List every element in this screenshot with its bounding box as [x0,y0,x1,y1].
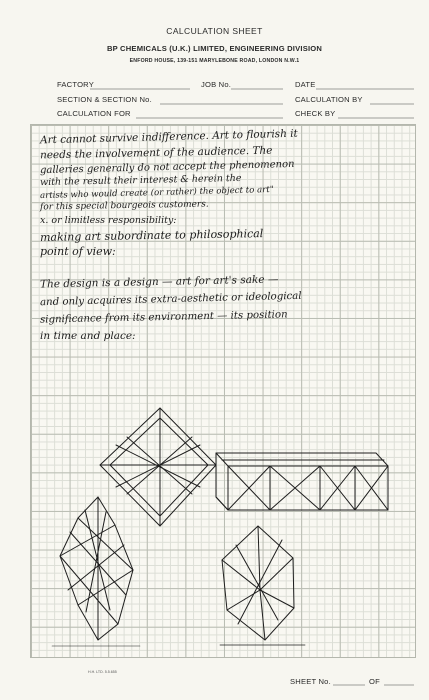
sheet-no-label: SHEET No. [290,677,331,686]
section-label: SECTION & SECTION No. [57,95,152,104]
handwritten-line-13: in time and place: [40,330,136,342]
check-by-label: CHECK BY [295,109,336,118]
calculation-for-label: CALCULATION FOR [57,109,131,118]
factory-label: FACTORY [57,80,94,89]
calculation-by-label: CALCULATION BY [295,95,363,104]
handwritten-line-7: x. or limitless responsibility: [40,215,177,226]
handwritten-line-12: significance from its environment — its position [39,309,288,326]
job-no-label: JOB No. [201,80,232,89]
handwritten-line-4: with the result their interest & herein the [39,172,242,189]
handwritten-line-10: The design is a design — art for art's sake — [39,273,279,291]
sheet-title: CALCULATION SHEET [166,26,263,36]
handwritten-line-1: Art cannot survive indifference. Art to flourish it [39,127,298,147]
handwritten-line-2: needs the involvement of the audience. The [39,144,273,162]
handwritten-line-11: and only acquires its extra-aesthetic or ideological [39,290,302,309]
company-name: BP CHEMICALS (U.K.) LIMITED, ENGINEERING DIVISION [106,44,323,53]
printer-imprint: H.H. LTD. 5.5.655 [88,670,117,674]
handwritten-line-8: making art subordinate to philosophical [39,227,264,244]
handwritten-line-3: galleries generally do not accept the phenomenon [39,158,295,177]
handwritten-line-6: for this special bourgeois customers. [39,199,209,213]
date-label: DATE [295,80,316,89]
company-address: ENFORD HOUSE, 139-151 MARYLEBONE ROAD, LONDON N.W.1 [129,58,300,64]
handwritten-line-9: point of view: [40,245,116,258]
sheet-of-label: OF [369,677,380,686]
handwritten-line-5: artists who would create (or rather) the object to art" [39,184,274,202]
